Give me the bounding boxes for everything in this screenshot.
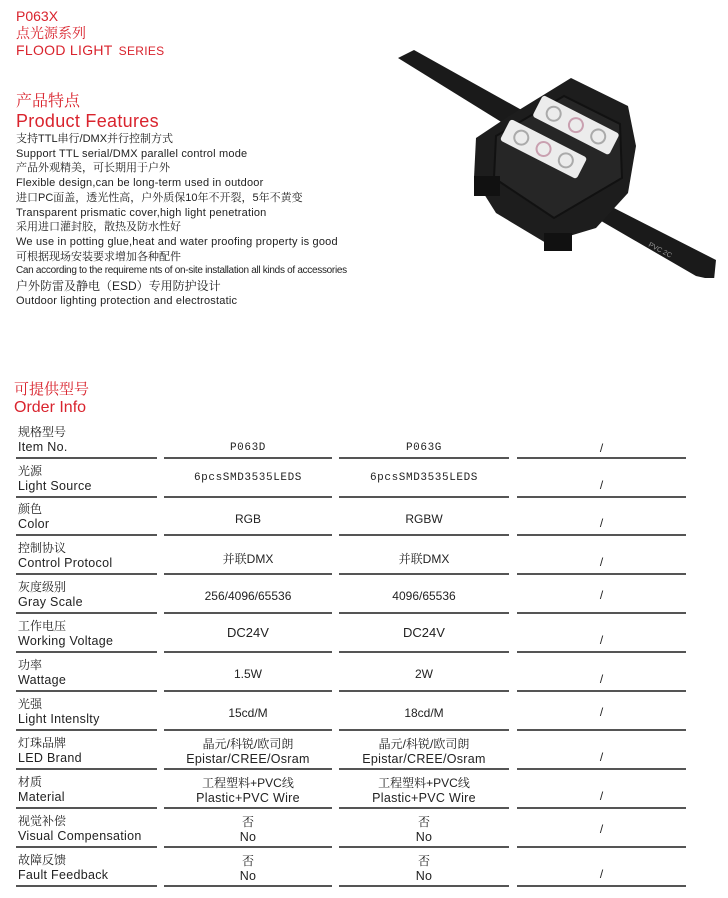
row-label: [16, 697, 157, 731]
table-row: [0, 775, 728, 809]
value-cell: [339, 814, 509, 848]
features-title-en: Product Features: [16, 111, 159, 131]
value-cell: [339, 463, 509, 498]
feature-cn: 户外防雷及静电（ESD）专用防护设计: [16, 279, 221, 294]
value-text: 4096/65536: [392, 589, 456, 603]
value-cell: [164, 853, 332, 887]
table-row: [0, 853, 728, 887]
row-label-cn: 故障反馈: [18, 853, 67, 867]
value-cell-empty: [517, 580, 686, 614]
order-title-en: Order Info: [14, 399, 87, 416]
series-suffix: SERIES: [118, 44, 165, 58]
value-cell: [339, 658, 509, 692]
model-code: P063X: [16, 8, 59, 24]
row-label-cn: 规格型号: [18, 425, 67, 439]
row-label-cn: 光强: [18, 697, 43, 711]
value-text: 15cd/M: [228, 706, 268, 720]
value-text: 1.5W: [233, 667, 262, 681]
value-en: No: [415, 830, 433, 844]
value-cell: [164, 658, 332, 692]
value-cn: 工程塑料+PVC线: [202, 776, 294, 790]
row-label-en: Material: [18, 790, 65, 804]
table-row: [0, 541, 728, 575]
row-label: [16, 424, 157, 459]
value-cn: 晶元/科锐/欧司朗: [378, 737, 470, 751]
empty-value: /: [599, 555, 604, 569]
value-cell: [339, 853, 509, 887]
value-en: No: [239, 830, 257, 844]
empty-value: /: [599, 705, 604, 719]
value-text: DC24V: [227, 625, 269, 640]
value-cell-empty: [517, 503, 686, 536]
value-cell: [339, 580, 509, 614]
feature-cn: 可根据现场安装要求增加各种配件: [16, 250, 181, 263]
value-cell-empty: [517, 853, 686, 887]
value-cell: [164, 736, 332, 770]
row-label-en: Fault Feedback: [18, 868, 109, 882]
value-text: 256/4096/65536: [204, 589, 292, 603]
row-label-cn: 灯珠品牌: [18, 736, 67, 750]
feature-en: Can according to the requireme nts of on-site installation all kinds of accessories: [16, 265, 347, 277]
value-cell-empty: [517, 736, 686, 770]
value-cn: 否: [417, 854, 430, 868]
value-cell: [339, 736, 509, 770]
value-cn: 晶元/科锐/欧司朗: [202, 737, 294, 751]
value-text: DC24V: [403, 625, 445, 640]
value-en: No: [415, 869, 433, 883]
value-text: 18cd/M: [404, 706, 444, 720]
row-label-cn: 颜色: [18, 502, 43, 516]
value-cn: 否: [417, 815, 430, 829]
feature-cn: 产品外观精美，可长期用于户外: [16, 162, 170, 175]
table-row: [0, 424, 728, 459]
row-label-en: Working Voltage: [18, 634, 114, 648]
value-text: 6pcsSMD3535LEDS: [193, 472, 303, 484]
value-cell: [164, 814, 332, 848]
row-label-en: LED Brand: [18, 751, 82, 765]
features-list: [16, 132, 416, 308]
empty-value: /: [599, 822, 604, 836]
series-title-cn: 点光源系列: [16, 25, 86, 41]
value-cell: [339, 697, 509, 731]
row-label-en: Light Source: [18, 479, 92, 493]
value-cell-empty: [517, 814, 686, 848]
row-label-en: Gray Scale: [18, 595, 83, 609]
row-label-en: Light Intenslty: [18, 712, 100, 726]
value-cell: [164, 463, 332, 498]
value-text: 2W: [415, 667, 433, 681]
value-cell: [164, 619, 332, 653]
series-name: FLOOD LIGHT: [16, 42, 113, 58]
series-title-en: [16, 42, 164, 59]
table-row: [0, 736, 728, 770]
row-label-cn: 材质: [18, 775, 43, 789]
feature-cn: 采用进口灌封胶，散热及防水性好: [16, 221, 181, 234]
value-cell: [339, 424, 509, 459]
table-row: [0, 658, 728, 692]
value-text: RGB: [234, 512, 261, 526]
empty-value: /: [599, 672, 604, 686]
feature-en: We use in potting glue,heat and water proofing property is good: [16, 235, 338, 248]
features-title-cn: 产品特点: [16, 93, 81, 110]
row-label-en: Visual Compensation: [18, 829, 142, 843]
value-en: Epistar/CREE/Osram: [186, 752, 310, 766]
value-cell: [164, 424, 332, 459]
value-cn: 否: [241, 854, 254, 868]
row-label-cn: 控制协议: [18, 541, 67, 555]
value-cell: [164, 697, 332, 731]
value-en: No: [239, 869, 257, 883]
empty-value: /: [599, 789, 604, 803]
product-image: [396, 28, 716, 278]
flood-light-module-icon: [396, 28, 716, 278]
value-cell-empty: [517, 541, 686, 575]
value-cn: 工程塑料+PVC线: [378, 776, 470, 790]
value-cell: [164, 580, 332, 614]
value-text: RGBW: [405, 512, 443, 526]
row-label: [16, 541, 157, 575]
row-label-cn: 灰度级别: [18, 580, 67, 594]
value-en: Plastic+PVC Wire: [196, 791, 300, 805]
svg-text:PVC 2C: PVC 2C: [647, 241, 673, 260]
feature-en: Transparent prismatic cover,high light penetration: [16, 206, 267, 219]
row-label-en: Wattage: [18, 673, 67, 687]
value-cell: [339, 541, 509, 575]
table-row: [0, 463, 728, 498]
value-text: 6pcsSMD3535LEDS: [369, 472, 479, 484]
order-title-cn: 可提供型号: [14, 381, 90, 398]
row-label: [16, 658, 157, 692]
empty-value: /: [599, 867, 604, 881]
value-cell-empty: [517, 424, 686, 459]
value-cell-empty: [517, 775, 686, 809]
value-cell: [164, 775, 332, 809]
value-cn: 否: [241, 815, 254, 829]
value-cell: [339, 619, 509, 653]
value-cell: [164, 503, 332, 536]
row-label-cn: 光源: [18, 464, 43, 478]
value-cell: [339, 503, 509, 536]
row-label-cn: 功率: [18, 658, 43, 672]
empty-value: /: [599, 516, 604, 530]
row-label-en: Item No.: [18, 440, 68, 454]
row-label: [16, 503, 157, 536]
value-cell-empty: [517, 697, 686, 731]
table-row: [0, 814, 728, 848]
value-cell-empty: [517, 619, 686, 653]
value-text: 并联DMX: [398, 552, 450, 566]
value-en: Epistar/CREE/Osram: [362, 752, 486, 766]
row-label-cn: 视觉补偿: [18, 814, 67, 828]
value-cell-empty: [517, 658, 686, 692]
value-en: Plastic+PVC Wire: [372, 791, 476, 805]
table-row: [0, 580, 728, 614]
row-label-cn: 工作电压: [18, 619, 67, 633]
value-text: 并联DMX: [222, 552, 274, 566]
row-label: [16, 814, 157, 848]
empty-value: /: [599, 441, 604, 455]
feature-en: Support TTL serial/DMX parallel control mode: [16, 147, 248, 160]
feature-en: Outdoor lighting protection and electrostatic: [16, 294, 238, 307]
row-label: [16, 775, 157, 809]
row-label: [16, 853, 157, 887]
row-label-en: Control Protocol: [18, 556, 113, 570]
feature-cn: 支持TTL串行/DMX并行控制方式: [16, 133, 174, 145]
feature-en: Flexible design,can be long-term used in outdoor: [16, 177, 264, 190]
table-row: [0, 619, 728, 653]
empty-value: /: [599, 633, 604, 647]
row-label-en: Color: [18, 517, 50, 531]
row-label: [16, 463, 157, 498]
empty-value: /: [599, 478, 604, 492]
table-row: [0, 503, 728, 536]
feature-cn: 进口PC面盖，透光性高，户外质保10年不开裂，5年不黄变: [16, 191, 303, 204]
empty-value: /: [599, 750, 604, 764]
value-text: P063D: [229, 442, 266, 454]
value-cell-empty: [517, 463, 686, 498]
empty-value: /: [599, 588, 604, 602]
row-label: [16, 580, 157, 614]
row-label: [16, 619, 157, 653]
value-cell: [164, 541, 332, 575]
table-row: [0, 697, 728, 731]
value-cell: [339, 775, 509, 809]
row-label: [16, 736, 157, 770]
value-text: P063G: [405, 442, 442, 454]
